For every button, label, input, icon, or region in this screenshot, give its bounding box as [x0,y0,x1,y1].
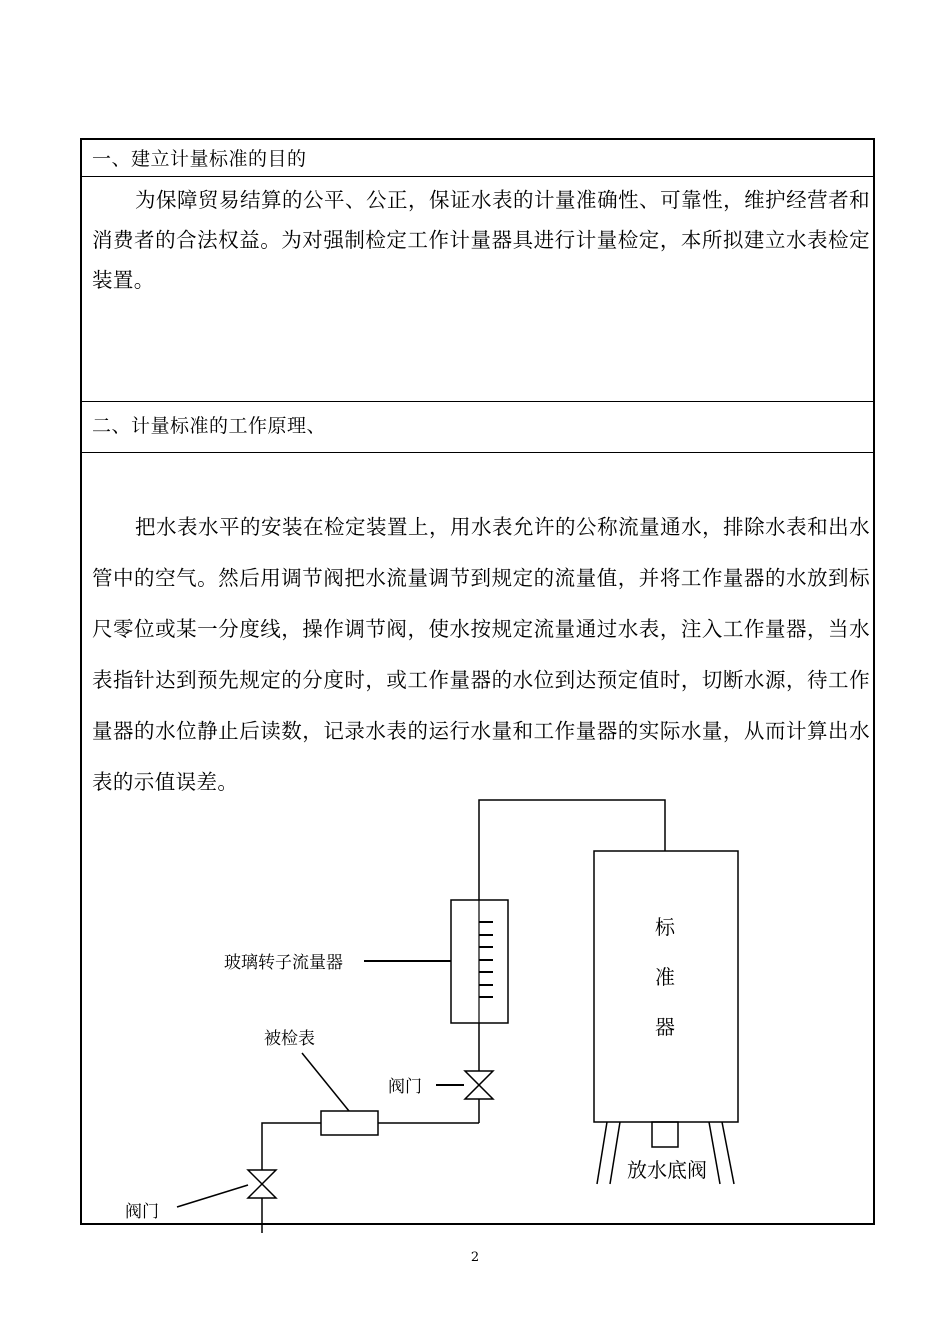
upper-valve-label: 阀门 [388,1077,422,1097]
tank-label-char: 器 [655,1015,675,1039]
lower-valve-label: 阀门 [125,1202,159,1222]
page-number: 2 [470,1250,480,1265]
section2-heading: 二、计量标准的工作原理、 [92,415,327,437]
lower-valve-icon [248,1170,276,1198]
pipe-meter-left [262,1123,321,1170]
tank-leg [709,1122,720,1184]
outlet-pipe [479,800,665,900]
upper-valve-icon [465,1071,493,1099]
section1-body: 为保障贸易结算的公平、公正，保证水表的计量准确性、可靠性，维护经营者和消费者的合法权益。为对强制检定工作计量器具进行计量检定，本所拟建立水表检定装置。 [92,188,870,292]
tank-leg [597,1122,607,1184]
water-meter-body [321,1111,378,1135]
meter-label: 被检表 [264,1029,315,1049]
flowmeter-label: 玻璃转子流量器 [224,953,343,973]
tank-leg [722,1122,734,1184]
drain-valve-label: 放水底阀 [627,1158,707,1182]
tank-leg [610,1122,620,1184]
section2-body: 把水表水平的安装在检定装置上，用水表允许的公称流量通水，排除水表和出水管中的空气。然后用调节阀把水流量调节到规定的流量值，并将工作量器的水放到标尺零位或某一分度线，操作调节阀，使水按规定流量通过水表，注入工作量器，当水表指针达到预先规定的分度时，或工作量器的水位到达预定值时，切断水源，待工作量器的水位静止后读数，记录水表的运行水量和工作量器的实际水量，从而计算出水表的示值误差。 [92,515,870,794]
leader-line [177,1185,248,1207]
drain-valve-body [652,1122,678,1147]
leader-line [302,1053,349,1111]
tank-label-char: 标 [655,915,675,939]
tank-label-char: 准 [655,965,675,989]
section1-heading: 一、建立计量标准的目的 [92,148,307,170]
